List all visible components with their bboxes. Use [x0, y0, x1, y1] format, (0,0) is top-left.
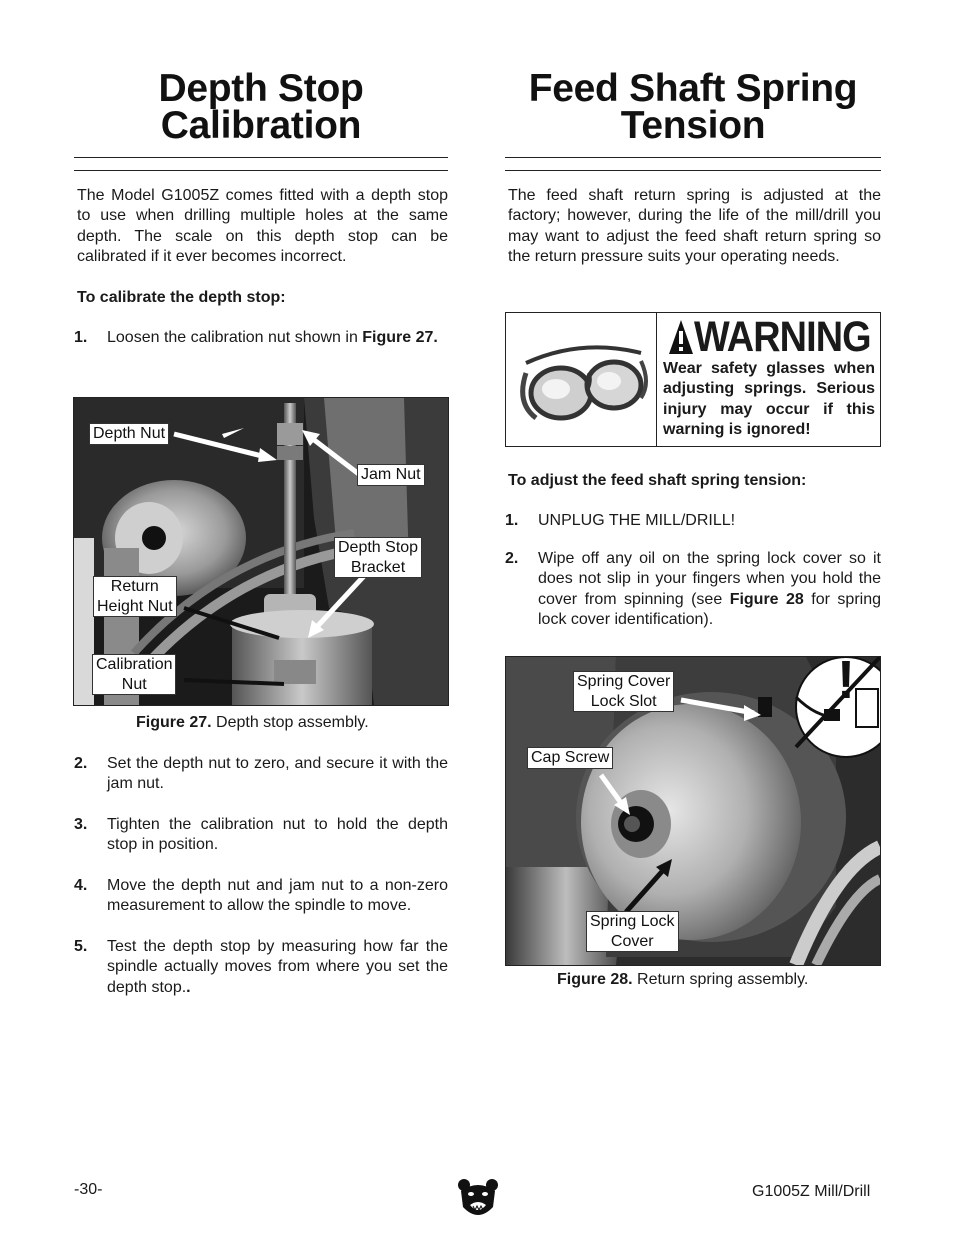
warning-box [505, 312, 881, 447]
callout-cap-screw: Cap Screw [527, 747, 613, 769]
callout-line: Nut [121, 675, 147, 693]
callout-line: Height Nut [97, 597, 173, 615]
section-title-depth-stop [74, 67, 448, 147]
step-text: Tighten the calibration nut to hold the depth stop in position. [107, 816, 448, 854]
caption-text: Return spring assembly. [632, 971, 809, 988]
step-2 [74, 754, 448, 795]
page-number: -30- [74, 1181, 103, 1198]
step-2 [505, 549, 881, 630]
title-line: Tension [620, 104, 766, 147]
procedure-heading: To adjust the feed shaft spring tension: [508, 472, 807, 489]
callout-spring-lock-cover [586, 911, 679, 952]
step-number: 3. [74, 816, 88, 833]
step-text: Move the depth nut and jam nut to a non-zero measurement to allow the spindle to move. [107, 877, 448, 915]
figure-28-caption [557, 970, 808, 990]
callout-return-height-nut [93, 576, 177, 617]
step-1 [74, 328, 448, 348]
step-number: 4. [74, 877, 88, 894]
step-1 [505, 511, 881, 531]
callout-line: Spring Cover [577, 673, 671, 690]
callout-calibration-nut [92, 654, 176, 695]
caption-label: Figure 27. [136, 714, 212, 731]
title-rule [74, 157, 448, 171]
step-text: for spring lock cover identification). [538, 590, 882, 628]
step-number: 2. [505, 550, 519, 567]
document-title: G1005Z Mill/Drill [752, 1183, 871, 1200]
safety-glasses-icon [506, 313, 656, 446]
warning-text: Wear safety glasses when adjusting springs. Serious injury may occur if this warning is ignored! [663, 360, 875, 438]
procedure-heading: To calibrate the depth stop: [77, 289, 286, 306]
step-4 [74, 876, 448, 917]
caption-text: Depth stop assembly. [211, 714, 369, 731]
return-spring-photo [506, 657, 880, 965]
callout-line: Spring Lock [590, 913, 675, 930]
safety-glasses-image [506, 313, 657, 446]
callout-line: Depth Stop [338, 539, 419, 556]
figure-28-photo [505, 656, 881, 966]
step-period: . [186, 978, 191, 996]
intro-paragraph: The Model G1005Z comes fitted with a depth stop to use when drilling multiple holes at the same depth. The scale on this depth stop can be calibrated if it ever becomes incorrect. [77, 187, 448, 265]
callout-depth-nut: Depth Nut [89, 423, 169, 445]
title-line: Depth Stop [158, 67, 364, 110]
title-rule [505, 157, 881, 171]
warning-title: WARNING [694, 313, 871, 361]
callout-line: Bracket [350, 558, 406, 576]
callout-spring-cover-lock-slot [573, 671, 674, 712]
step-number: 2. [74, 755, 88, 772]
title-line: Feed Shaft Spring [528, 67, 858, 110]
section-title-feed-shaft [505, 67, 881, 147]
figure-27-caption [136, 713, 369, 733]
figure-reference: Figure 28 [729, 590, 804, 608]
exclamation-icon: ! [837, 656, 855, 710]
figure-27-photo [73, 397, 449, 706]
callout-line: Calibration [96, 656, 173, 673]
step-3 [74, 815, 448, 856]
warning-triangle-icon [668, 319, 694, 355]
bear-logo-icon [457, 1177, 499, 1221]
figure-reference: Figure 27. [362, 329, 438, 346]
callout-depth-stop-bracket [334, 537, 422, 578]
step-number: 5. [74, 938, 88, 955]
step-text: Set the depth nut to zero, and secure it with the jam nut. [107, 755, 448, 793]
step-number: 1. [505, 512, 519, 529]
callout-line: Cover [610, 932, 654, 950]
title-line: Calibration [160, 104, 362, 147]
callout-jam-nut: Jam Nut [357, 464, 425, 486]
step-text: Loosen the calibration nut shown in [107, 329, 363, 346]
step-5 [74, 937, 448, 998]
step-number: 1. [74, 329, 88, 346]
step-text: Test the depth stop by measuring how far the spindle actually moves from where you set the depth stop. [107, 938, 448, 996]
intro-paragraph: The feed shaft return spring is adjusted at the factory; however, during the life of the mill/drill you may want to adjust the feed shaft return spring so the return pressure suits your operating needs. [508, 187, 881, 265]
callout-line: Return [110, 578, 159, 595]
step-text: UNPLUG THE MILL/DRILL! [538, 512, 736, 529]
caption-label: Figure 28. [557, 971, 633, 988]
step-text: Wipe off any oil on the spring lock cover so it does not slip in your fingers when you hold the cover from spinning (see [538, 550, 881, 608]
callout-line: Lock Slot [590, 692, 657, 710]
